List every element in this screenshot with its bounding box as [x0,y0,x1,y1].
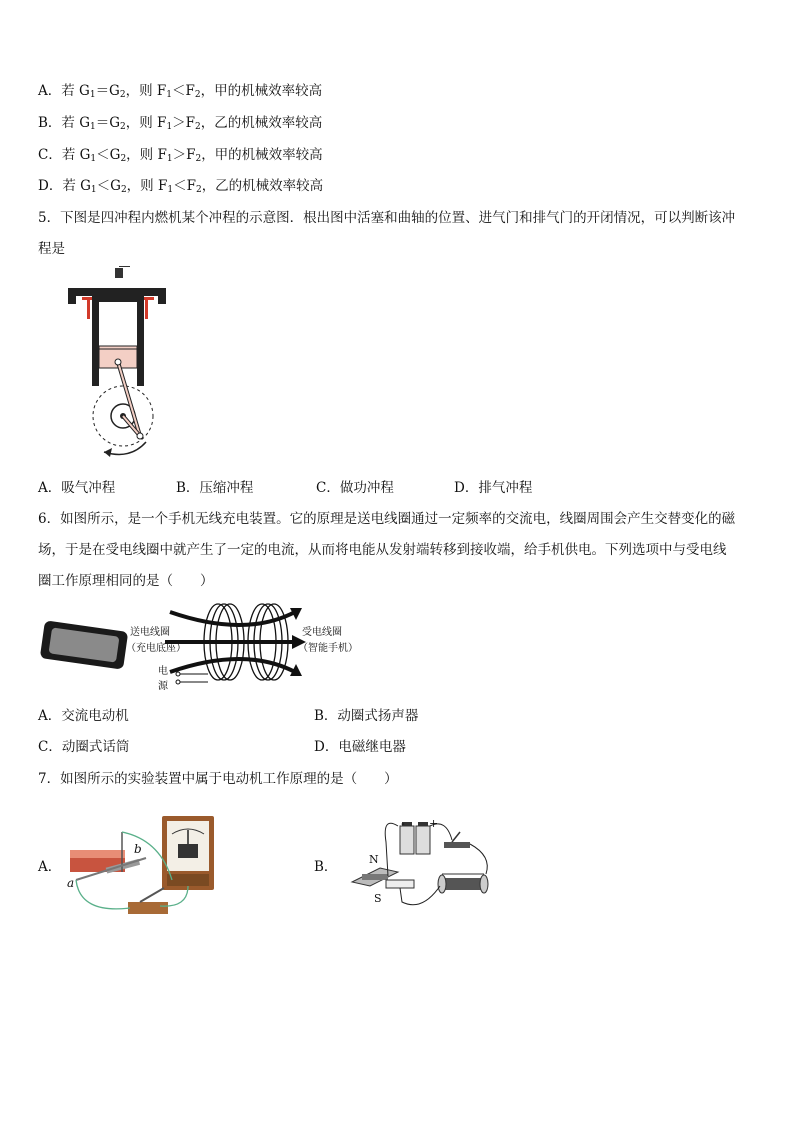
recv-phone-label: （智能手机） [298,643,358,654]
fig-a-label-a: a [67,876,75,890]
power-label-2: 源 [158,681,168,692]
send-coil-label: 送电线圈 [130,627,170,638]
q5-option-b: B．压缩冲程 [176,480,254,496]
q7-option-a-label: A． [38,859,62,875]
q5-option-c: C．做功冲程 [316,480,394,496]
q6-option-a: A．交流电动机 [38,708,129,724]
send-base-label: （充电底座） [126,643,186,654]
q6-option-b: B．动圈式扬声器 [314,708,419,724]
q5-option-d: D．排气冲程 [454,480,533,496]
q7-option-b-label: B． [314,859,338,875]
q4-option-a: A．若 $G_1=G_2$，则 $F_1<F_2$，甲的机械效率较高 [38,83,323,100]
phone-icon [40,620,128,669]
q5-option-a: A．吸气冲程 [38,480,116,496]
q7-figure-a [60,810,228,920]
fig-b-minus: - [401,817,405,830]
q5-stem-line1: 5．下图是四冲程内燃机某个冲程的示意图．根出图中活塞和曲轴的位置、进气门和排气门的开闭情况，可以判断该冲 [38,210,736,226]
engine-diagram [60,266,180,466]
spark-plug-icon [115,268,123,278]
q7-stem: 7．如图所示的实验装置中属于电动机工作原理的是（ ） [38,771,398,787]
q5-stem-line2: 程是 [38,241,65,257]
recv-coil-label: 受电线圈 [302,627,342,638]
power-label-1: 电 [158,666,168,677]
q7-figure-b [342,812,502,912]
fig-b-label-n: N [369,853,379,866]
q6-stem-line1: 6．如图所示，是一个手机无线充电装置。它的原理是送电线圈通过一定频率的交流电，线圈周围会产生交替变化的磁 [38,511,736,527]
rheostat-icon [438,874,488,893]
q6-stem-line3: 圈工作原理相同的是（ ） [38,573,214,589]
q6-option-c: C．动圈式话筒 [38,739,130,755]
q4-option-d: D．若 $G_1<G_2$，则 $F_1<F_2$，乙的机械效率较高 [38,178,324,195]
fig-b-label-s: S [374,892,382,905]
switch-icon [444,842,470,848]
q4-option-b: B．若 $G_1=G_2$，则 $F_1>F_2$，乙的机械效率较高 [38,115,323,132]
q6-stem-line2: 场，于是在受电线圈中就产生了一定的电流，从而将电能从发射端转移到接收端，给手机供电。下列选项中与受电线 [38,542,727,558]
q6-option-d: D．电磁继电器 [314,739,406,755]
switch-icon [128,902,168,914]
fig-b-plus: + [429,817,439,830]
q4-option-c: C．若 $G_1<G_2$，则 $F_1>F_2$，甲的机械效率较高 [38,147,323,164]
cylinder-head [68,288,166,296]
fig-a-label-b: b [134,842,142,856]
